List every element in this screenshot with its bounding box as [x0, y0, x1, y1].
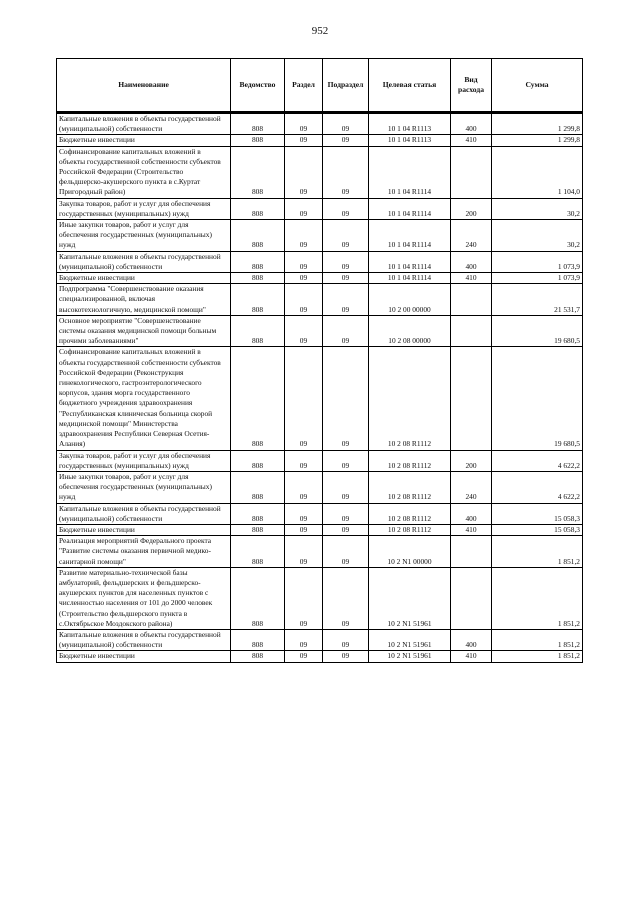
table-row	[57, 284, 583, 316]
row-dept: 808	[231, 135, 285, 146]
row-subsection: 09	[323, 315, 369, 347]
row-target: 10 1 04 R1113	[369, 135, 451, 146]
row-section: 09	[285, 135, 323, 146]
row-section: 09	[285, 567, 323, 629]
row-sum: 1 299,8	[492, 113, 583, 135]
row-subsection: 09	[323, 273, 369, 284]
header-subsection: Подраздел	[323, 59, 369, 113]
header-section: Раздел	[285, 59, 323, 113]
header-name: Наименование	[57, 59, 231, 113]
row-subsection: 09	[323, 220, 369, 252]
row-section: 09	[285, 651, 323, 662]
row-target: 10 2 08 R1112	[369, 450, 451, 471]
row-dept: 808	[231, 503, 285, 524]
table-row	[57, 273, 583, 284]
row-dept: 808	[231, 567, 285, 629]
row-name: Софинансирование капитальных вложений в объекты государственной собственности субъектов Российской Федерации (Строительство фельдшерско-акушерского пункта в с.Куртат Пригородный район)	[57, 146, 231, 198]
row-name: Основное мероприятие "Совершенствование системы оказания медицинской помощи больным прочими заболеваниями"	[57, 315, 231, 347]
row-target: 10 1 04 R1114	[369, 251, 451, 272]
page-number: 952	[311, 25, 329, 37]
row-dept: 808	[231, 450, 285, 471]
row-name: Подпрограмма "Совершенствование оказания специализированной, включая высокотехнологичную, медицинской помощи"	[57, 284, 231, 316]
row-subsection: 09	[323, 135, 369, 146]
row-target: 10 1 04 R1113	[369, 113, 451, 135]
row-exp-type: 400	[451, 251, 492, 272]
row-section: 09	[285, 146, 323, 198]
row-sum: 1 104,0	[492, 146, 583, 198]
row-subsection: 09	[323, 347, 369, 450]
row-section: 09	[285, 284, 323, 316]
row-section: 09	[285, 471, 323, 503]
row-name: Капитальные вложения в объекты государственной (муниципальной) собственности	[57, 251, 231, 272]
table-body	[57, 113, 583, 663]
row-subsection: 09	[323, 651, 369, 662]
row-name: Закупка товаров, работ и услуг для обеспечения государственных (муниципальных) нужд	[57, 198, 231, 219]
row-exp-type	[451, 347, 492, 450]
row-name: Софинансирование капитальных вложений в объекты государственной собственности субъектов Российской Федерации (Реконструкция гинекологического, гастроэнтерологического корпусов, здания морга государственного бюджетного учреждения здравоохранения "Республиканская клиническая больница скорой медицинской помощи" Министерства здравоохранения Республики Северная Осетия-Алания)	[57, 347, 231, 450]
row-exp-type	[451, 146, 492, 198]
row-name: Капитальные вложения в объекты государственной (муниципальной) собственности	[57, 113, 231, 135]
row-sum: 19 680,5	[492, 347, 583, 450]
row-exp-type: 200	[451, 198, 492, 219]
row-sum: 15 058,3	[492, 503, 583, 524]
row-dept: 808	[231, 524, 285, 535]
row-subsection: 09	[323, 524, 369, 535]
row-exp-type	[451, 536, 492, 568]
table-row	[57, 220, 583, 252]
table-row	[57, 524, 583, 535]
table-row	[57, 471, 583, 503]
row-target: 10 2 00 00000	[369, 284, 451, 316]
row-section: 09	[285, 347, 323, 450]
row-exp-type: 410	[451, 651, 492, 662]
row-section: 09	[285, 251, 323, 272]
row-dept: 808	[231, 284, 285, 316]
row-target: 10 2 08 R1112	[369, 471, 451, 503]
row-dept: 808	[231, 198, 285, 219]
row-target: 10 2 N1 51961	[369, 629, 451, 650]
row-section: 09	[285, 113, 323, 135]
row-sum: 1 073,9	[492, 251, 583, 272]
row-section: 09	[285, 536, 323, 568]
row-name: Бюджетные инвестиции	[57, 135, 231, 146]
row-name: Иные закупки товаров, работ и услуг для обеспечения государственных (муниципальных) нужд	[57, 471, 231, 503]
row-subsection: 09	[323, 503, 369, 524]
row-exp-type: 400	[451, 629, 492, 650]
row-name: Бюджетные инвестиции	[57, 524, 231, 535]
row-name: Закупка товаров, работ и услуг для обеспечения государственных (муниципальных) нужд	[57, 450, 231, 471]
row-target: 10 2 08 R1112	[369, 524, 451, 535]
row-subsection: 09	[323, 536, 369, 568]
row-dept: 808	[231, 273, 285, 284]
row-sum: 19 680,5	[492, 315, 583, 347]
row-sum: 1 851,2	[492, 651, 583, 662]
row-section: 09	[285, 198, 323, 219]
row-exp-type: 240	[451, 220, 492, 252]
table-row	[57, 113, 583, 135]
table-row	[57, 503, 583, 524]
row-dept: 808	[231, 471, 285, 503]
header-dept: Ведомство	[231, 59, 285, 113]
row-subsection: 09	[323, 284, 369, 316]
row-sum: 1 851,2	[492, 629, 583, 650]
table-row	[57, 629, 583, 650]
table-row	[57, 135, 583, 146]
row-sum: 4 622,2	[492, 450, 583, 471]
row-dept: 808	[231, 251, 285, 272]
row-subsection: 09	[323, 198, 369, 219]
row-section: 09	[285, 629, 323, 650]
row-name: Реализация мероприятий Федерального проекта "Развитие системы оказания первичной медико-санитарной помощи"	[57, 536, 231, 568]
row-sum: 1 851,2	[492, 536, 583, 568]
row-sum: 1 851,2	[492, 567, 583, 629]
row-section: 09	[285, 273, 323, 284]
row-subsection: 09	[323, 629, 369, 650]
row-target: 10 2 08 R1112	[369, 503, 451, 524]
row-subsection: 09	[323, 251, 369, 272]
row-target: 10 2 08 R1112	[369, 347, 451, 450]
header-target: Целевая статья	[369, 59, 451, 113]
row-dept: 808	[231, 220, 285, 252]
row-target: 10 2 N1 51961	[369, 567, 451, 629]
row-name: Бюджетные инвестиции	[57, 651, 231, 662]
row-name: Бюджетные инвестиции	[57, 273, 231, 284]
row-dept: 808	[231, 347, 285, 450]
row-name: Развитие материально-технической базы амбулаторий, фельдшерских и фельдшерско-акушерских пунктов для населенных пунктов с численностью населения от 101 до 2000 человек (Строительство фельдшерского пункта в с.Октябрьское Моздокского района)	[57, 567, 231, 629]
header-sum: Сумма	[492, 59, 583, 113]
row-exp-type	[451, 284, 492, 316]
row-subsection: 09	[323, 567, 369, 629]
budget-table	[56, 58, 583, 663]
row-sum: 15 058,3	[492, 524, 583, 535]
row-target: 10 1 04 R1114	[369, 146, 451, 198]
row-target: 10 1 04 R1114	[369, 220, 451, 252]
row-subsection: 09	[323, 146, 369, 198]
table-row	[57, 146, 583, 198]
row-exp-type: 240	[451, 471, 492, 503]
row-subsection: 09	[323, 450, 369, 471]
row-sum: 4 622,2	[492, 471, 583, 503]
header-exp-type: Вид расхода	[451, 59, 492, 113]
table-row	[57, 536, 583, 568]
row-section: 09	[285, 503, 323, 524]
row-exp-type: 410	[451, 135, 492, 146]
table-header-row	[57, 59, 583, 113]
row-name: Капитальные вложения в объекты государственной (муниципальной) собственности	[57, 503, 231, 524]
row-subsection: 09	[323, 113, 369, 135]
table-row	[57, 450, 583, 471]
row-subsection: 09	[323, 471, 369, 503]
row-target: 10 1 04 R1114	[369, 198, 451, 219]
row-target: 10 2 08 00000	[369, 315, 451, 347]
row-section: 09	[285, 450, 323, 471]
row-dept: 808	[231, 113, 285, 135]
row-exp-type: 400	[451, 503, 492, 524]
row-sum: 21 531,7	[492, 284, 583, 316]
row-dept: 808	[231, 146, 285, 198]
row-exp-type: 410	[451, 524, 492, 535]
row-target: 10 1 04 R1114	[369, 273, 451, 284]
row-sum: 30,2	[492, 198, 583, 219]
row-sum: 1 073,9	[492, 273, 583, 284]
table-row	[57, 251, 583, 272]
row-exp-type: 410	[451, 273, 492, 284]
table-row	[57, 651, 583, 662]
row-target: 10 2 N1 51961	[369, 651, 451, 662]
row-sum: 1 299,8	[492, 135, 583, 146]
row-sum: 30,2	[492, 220, 583, 252]
row-exp-type: 200	[451, 450, 492, 471]
row-exp-type: 400	[451, 113, 492, 135]
row-target: 10 2 N1 00000	[369, 536, 451, 568]
row-dept: 808	[231, 629, 285, 650]
row-name: Иные закупки товаров, работ и услуг для обеспечения государственных (муниципальных) нужд	[57, 220, 231, 252]
row-dept: 808	[231, 315, 285, 347]
row-exp-type	[451, 567, 492, 629]
row-section: 09	[285, 315, 323, 347]
row-dept: 808	[231, 651, 285, 662]
table-row	[57, 198, 583, 219]
row-exp-type	[451, 315, 492, 347]
row-dept: 808	[231, 536, 285, 568]
row-name: Капитальные вложения в объекты государственной (муниципальной) собственности	[57, 629, 231, 650]
row-section: 09	[285, 220, 323, 252]
table-row	[57, 567, 583, 629]
table-row	[57, 347, 583, 450]
row-section: 09	[285, 524, 323, 535]
table-row	[57, 315, 583, 347]
